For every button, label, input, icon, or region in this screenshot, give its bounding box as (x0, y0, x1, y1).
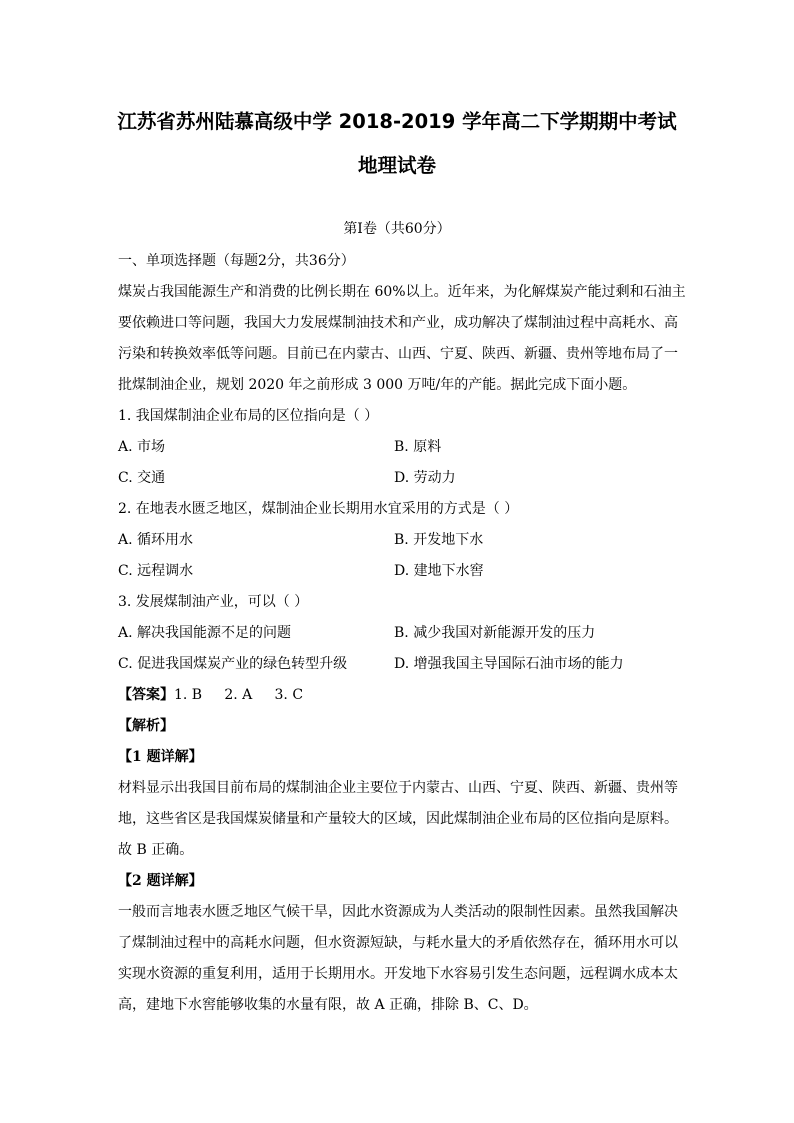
option-a: A. 市场 (118, 439, 166, 455)
analysis-label: 【解析】 (118, 718, 174, 734)
part-heading: 一、单项选择题（每题2分，共36分） (118, 253, 355, 269)
detail-1-line: 地，这些省区是我国煤炭储量和产量较大的区域，因此煤制油企业布局的区位指向是原料。 (118, 811, 678, 827)
intro-line: 煤炭占我国能源生产和消费的比例长期在 60%以上。近年来，为化解煤炭产能过剩和石油主 (118, 284, 686, 300)
option-c: C. 远程调水 (118, 563, 194, 579)
intro-line: 污染和转换效率低等问题。目前已在内蒙古、山西、宁夏、陕西、新疆、贵州等地布局了一 (118, 346, 678, 362)
question-1-options (118, 463, 675, 494)
detail-2-line: 了煤制油过程中的高耗水问题，但水资源短缺，与耗水量大的矛盾依然存在，循环用水可以 (118, 935, 678, 951)
detail-2-line: 实现水资源的重复利用，适用于长期用水。开发地下水容易引发生态问题，远程调水成本太 (118, 966, 678, 982)
option-a: A. 解决我国能源不足的问题 (118, 625, 292, 641)
question-1: 1. 我国煤制油企业布局的区位指向是（ ） (118, 408, 379, 424)
detail-2-line: 一般而言地表水匮乏地区气候干旱，因此水资源成为人类活动的限制性因素。虽然我国解决 (118, 904, 678, 920)
question-3-options (118, 649, 675, 680)
question-2-options (118, 525, 675, 556)
detail-1-label: 【1 题详解】 (118, 749, 203, 765)
intro-line: 批煤制油企业，规划 2020 年之前形成 3 000 万吨/年的产能。据此完成下面小题。 (118, 377, 637, 393)
exam-body (118, 246, 686, 1021)
question-2-options (118, 556, 675, 587)
question-2: 2. 在地表水匮乏地区，煤制油企业长期用水宜采用的方式是（ ） (118, 501, 519, 517)
option-d: D. 增强我国主导国际石油市场的能力 (394, 656, 624, 672)
answer-label: 【答案】 (118, 687, 174, 703)
detail-1-line: 材料显示出我国目前布局的煤制油企业主要位于内蒙古、山西、宁夏、陕西、新疆、贵州等 (118, 780, 678, 796)
option-d: D. 建地下水窖 (394, 563, 484, 579)
option-c: C. 促进我国煤炭产业的绿色转型升级 (118, 656, 348, 672)
option-d: D. 劳动力 (394, 470, 456, 486)
question-3-options (118, 618, 675, 649)
answer-text: 1. B 2. A 3. C (174, 687, 304, 703)
detail-2-label: 【2 题详解】 (118, 873, 203, 889)
document-title: 江苏省苏州陆慕高级中学 2018-2019 学年高二下学期期中考试 (117, 110, 677, 133)
document-subtitle: 地理试卷 (357, 154, 436, 177)
option-a: A. 循环用水 (118, 532, 194, 548)
option-b: B. 减少我国对新能源开发的压力 (394, 625, 596, 641)
option-c: C. 交通 (118, 470, 166, 486)
option-b: B. 原料 (394, 439, 442, 455)
option-b: B. 开发地下水 (394, 532, 484, 548)
detail-1-line: 故 B 正确。 (118, 842, 194, 858)
answer-row (118, 680, 675, 711)
question-1-options (118, 432, 675, 463)
section-heading: 第Ⅰ卷（共60分） (343, 221, 451, 237)
detail-2-line: 高，建地下水窖能够收集的水量有限，故 A 正确，排除 B、C、D。 (118, 997, 538, 1013)
question-3: 3. 发展煤制油产业，可以（ ） (118, 594, 309, 610)
intro-line: 要依赖进口等问题，我国大力发展煤制油技术和产业，成功解决了煤制油过程中高耗水、高 (118, 315, 678, 331)
